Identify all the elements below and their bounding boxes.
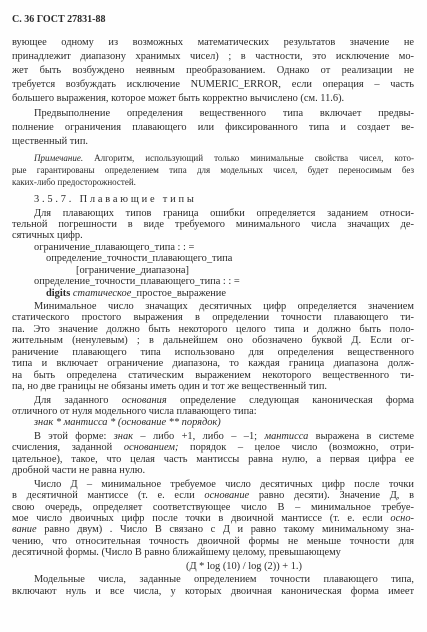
text-line: Число Д – минимальное требуемое число десятичных цифр после точки (34, 478, 414, 490)
text-run-italic: осно- (390, 513, 414, 524)
note-line: рые гарантированы определением типа для модельных чисел, будет переносимым без (12, 165, 414, 175)
text-run-italic: основание (204, 490, 250, 502)
text-line: (Д * log (10) / log (2)) + 1.) (186, 560, 302, 572)
text-line: па, но две границы не обязаны иметь один и тот же вещественный тип. (12, 381, 328, 392)
text-line: па. Это значение должно быть некоторого целого типа и должно быть поло- (12, 323, 414, 335)
text-line: отличного от нуля модельного числа плавающего типа: (12, 406, 257, 417)
text-line: вующее одному из возможных математических результатов значение не (12, 37, 414, 48)
text-line: дробной части не равна нулю. (12, 465, 146, 477)
text-line: раничение плавающего типа использовано для определения вещественного (12, 346, 414, 358)
text-line: тельной погрешности в виде требуемого минимального числа значащих де- (12, 218, 414, 230)
text-run: выражена в системе (308, 430, 414, 442)
text-line: типа и включает ограничение диапазона, то каждая граница диапазона долж- (12, 358, 414, 370)
text-line: жительным (ненулевым) ; в дальнейшем оно обозначено буквой Д. Если ог- (12, 335, 414, 347)
grammar-italic: статическое (70, 287, 132, 299)
text-run: равно десяти). Значение Д, в (249, 490, 414, 502)
text-line: жет быть возбуждено неявным преобразованием. Однако от реализации не (12, 65, 414, 76)
text-line: принадлежит диапазону хранимых чисел) ; в частности, это исключение мо- (12, 51, 414, 62)
text-line: цательное), такое, что целая часть мантиссы равна нулю, а первая цифра ее (12, 453, 414, 465)
text-line: Минимальное число значащих десятичных цифр определяется значением (34, 301, 414, 312)
keyword-digits: digits (46, 287, 71, 299)
text-line: на быть определена статическим выражением некоторого вещественного ти- (12, 369, 414, 381)
text-run-italic: вание (12, 524, 37, 536)
grammar-rule: определение_точности_плавающего_типа (46, 253, 233, 265)
section-title: 3.5.7. Плавающие типы (34, 194, 197, 205)
text-run-italic: мантисса (264, 430, 309, 442)
grammar-rule: ограничение_плавающего_типа : : = (34, 241, 195, 253)
text-run: В этой форме: (34, 430, 114, 442)
text-run: – либо +1, либо – –1; (133, 430, 265, 442)
text-line: включают нуль и все числа, у которых двоичная каноническая форма имеет (12, 585, 414, 597)
text-line: щественный тип. (12, 136, 89, 147)
grammar-rule (46, 287, 226, 300)
text-line: требуется возбуждать исключение NUMERIC_ERROR, если операция – часть (12, 79, 414, 90)
text-run: в десятичной мантиссе (т. е. если (12, 490, 205, 502)
text-line: Модельные числа, заданные определением точности плавающего типа, (34, 574, 414, 586)
formula: знак * мантисса * (основание ** порядок) (34, 417, 221, 429)
text-run-italic: основанием; (123, 442, 179, 454)
text-line: сятичных цифр. (12, 230, 83, 242)
text-line: статического простого выражения в определении точности плавающего ти- (12, 312, 414, 324)
text-run: Для заданного (34, 394, 122, 406)
text-run: порядок – целое число (возможно, отри- (178, 442, 414, 454)
text-run-italic: основания (121, 394, 167, 406)
grammar-rule: [ограничение_диапазона] (76, 264, 189, 276)
text-run: мое число двоичных цифр после точки в двоичной мантиссе (т. е. если (12, 513, 391, 524)
text-line: десятичной формы. (Число В равно ближайшему целому, превышающему (12, 547, 341, 559)
text-line: чению, что относительная точность двоичной формы не меньше точности для (12, 535, 414, 547)
text-line: Для плавающих типов граница ошибки определяется заданием относи- (34, 207, 414, 219)
page-header: С. 36 ГОСТ 27831-88 (12, 14, 106, 25)
text-run: счисления, заданной (12, 442, 124, 454)
note-text: Алгоритм, использующий только минимальные свойства чисел, кото- (83, 153, 414, 163)
note-line (34, 152, 414, 164)
text-line: большего выражения, которое может быть корректно вычислено (см. 11.6). (12, 93, 345, 104)
text-run: определение следующая каноническая форма (166, 394, 414, 406)
text-run: равно двум) . Число В связано с Д и равно такому минимальному зна- (36, 524, 414, 536)
note-line: каких-либо предосторожностей. (12, 177, 136, 187)
note-label: Примечание. (34, 153, 84, 163)
grammar-rest: _простое_выражение (131, 287, 226, 299)
text-run-italic: знак (113, 430, 133, 442)
text-line: свою очередь, определяет соответствующее число В – минимальное требуе- (12, 501, 414, 513)
text-line: полнение ограничения плавающего или фиксированного типа и создает ве- (12, 122, 414, 133)
grammar-rule: определение_точности_плавающего_типа : : = (34, 276, 240, 288)
text-line: Предвыполнение определения вещественного типа включает предвы- (34, 108, 414, 119)
